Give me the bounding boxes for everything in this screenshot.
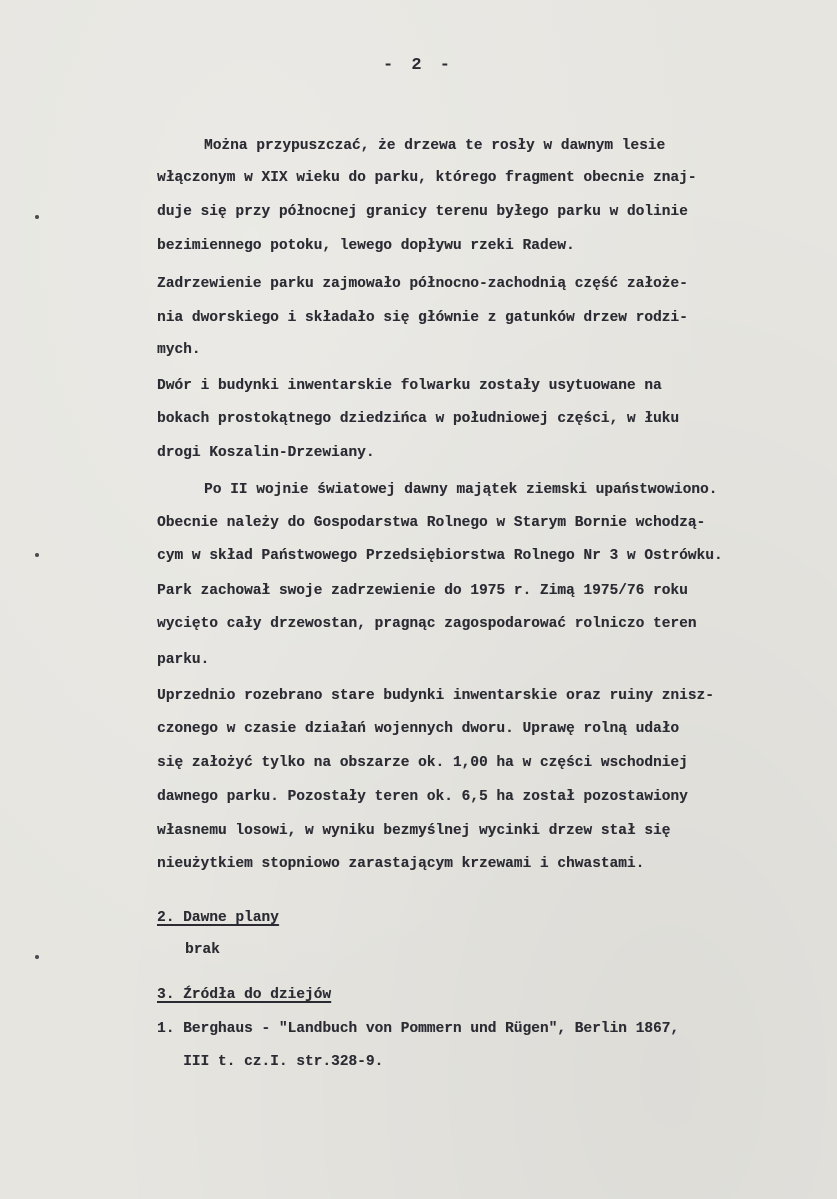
margin-mark (35, 553, 39, 557)
text-line: nia dworskiego i składało się głównie z gatunków drzew rodzi- (157, 310, 688, 326)
text-line: duje się przy północnej granicy terenu byłego parku w dolinie (157, 204, 688, 220)
margin-mark (35, 215, 39, 219)
text-line: Można przypuszczać, że drzewa te rosły w dawnym lesie (204, 138, 666, 154)
text-line: własnemu losowi, w wyniku bezmyślnej wycinki drzew stał się (157, 823, 671, 839)
text-line: nieużytkiem stopniowo zarastającym krzewami i chwastami. (157, 856, 645, 872)
text-line: bokach prostokątnego dziedzińca w południowej części, w łuku (157, 411, 680, 427)
text-line: cym w skład Państwowego Przedsiębiorstwa Rolnego Nr 3 w Ostrówku. (157, 548, 723, 564)
text-line: drogi Koszalin-Drzewiany. (157, 445, 375, 461)
text-line: włączonym w XIX wieku do parku, którego fragment obecnie znaj- (157, 170, 697, 186)
text-line: Po II wojnie światowej dawny majątek ziemski upaństwowiono. (204, 482, 718, 498)
margin-mark (35, 955, 39, 959)
text-line: parku. (157, 652, 210, 668)
text-line: Obecnie należy do Gospodarstwa Rolnego w Starym Bornie wchodzą- (157, 515, 706, 531)
text-line: dawnego parku. Pozostały teren ok. 6,5 ha został pozostawiony (157, 789, 688, 805)
text-line: wycięto cały drzewostan, pragnąc zagospodarować rolniczo teren (157, 616, 697, 632)
text-line: Park zachował swoje zadrzewienie do 1975 r. Zimą 1975/76 roku (157, 583, 688, 599)
text-line: mych. (157, 342, 201, 358)
text-line: bezimiennego potoku, lewego dopływu rzeki Radew. (157, 238, 575, 254)
text-line: Dwór i budynki inwentarskie folwarku zostały usytuowane na (157, 378, 662, 394)
source-item: 1. Berghaus - "Landbuch von Pommern und Rügen", Berlin 1867, (157, 1021, 680, 1037)
text-line: się założyć tylko na obszarze ok. 1,00 ha w części wschodniej (157, 755, 688, 771)
source-item: III t. cz.I. str.328-9. (157, 1054, 384, 1070)
page-number: - 2 - (382, 56, 454, 75)
text-line: czonego w czasie działań wojennych dworu. Uprawę rolną udało (157, 721, 680, 737)
text-line: Uprzednio rozebrano stare budynki inwentarskie oraz ruiny znisz- (157, 688, 714, 704)
section-heading: 2. Dawne plany (157, 910, 279, 926)
text-line: Zadrzewienie parku zajmowało północno-zachodnią część założe- (157, 276, 688, 292)
section-heading: 3. Źródła do dziejów (157, 987, 332, 1003)
section-body: brak (185, 942, 220, 958)
